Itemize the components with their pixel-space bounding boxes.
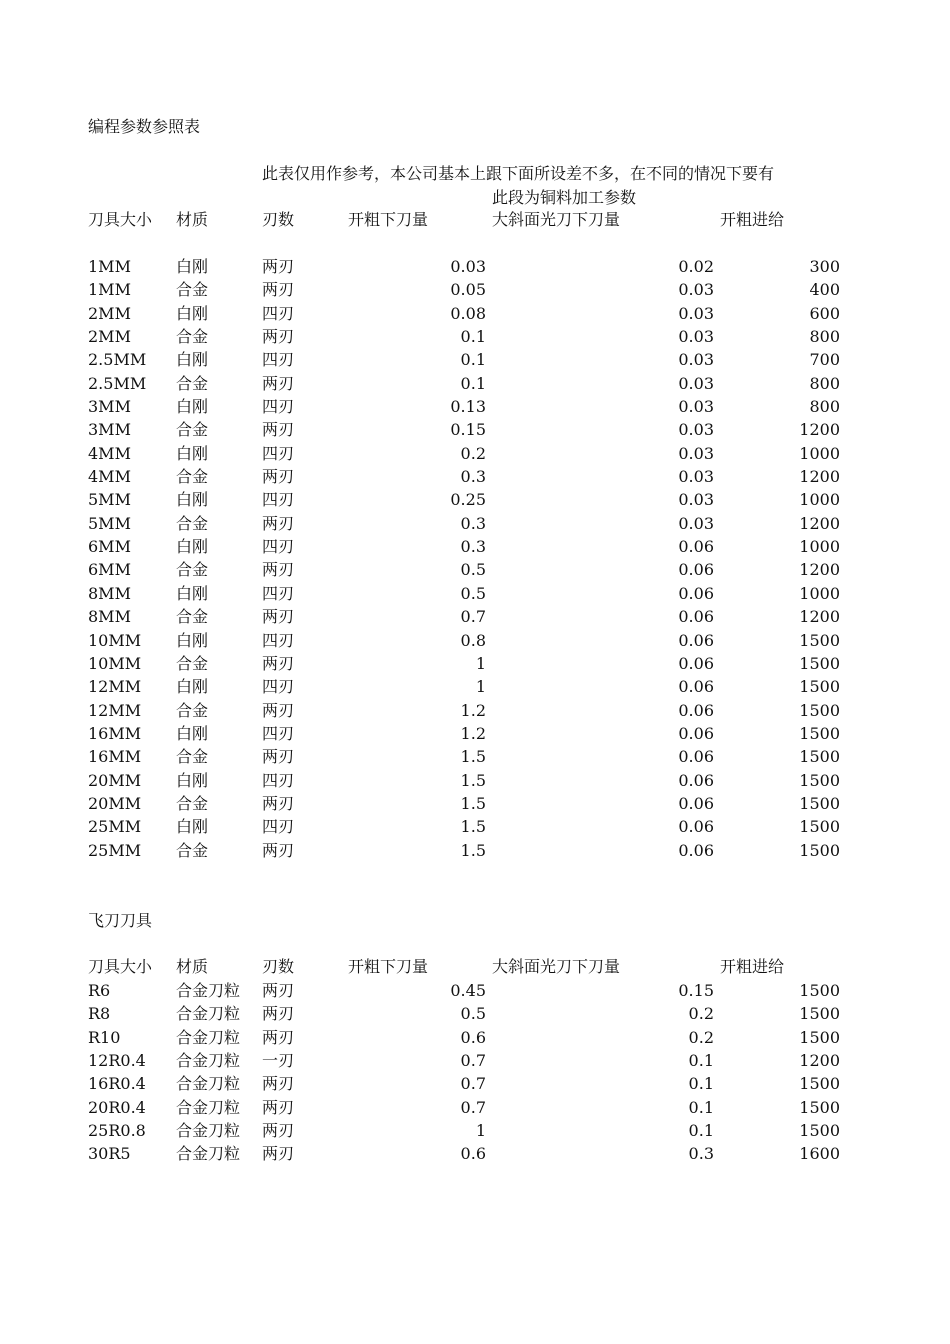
cell-edges: 一刃 xyxy=(262,1051,295,1071)
cell-finish-depth: 0.1 xyxy=(688,1097,714,1117)
table-row xyxy=(0,676,950,699)
cell-material: 白刚 xyxy=(176,350,209,370)
table2-body xyxy=(0,980,950,1167)
cell-tool-size: 10MM xyxy=(88,630,142,650)
cell-finish-depth: 0.03 xyxy=(678,373,714,393)
cell-rough-depth: 0.7 xyxy=(460,1074,486,1094)
cell-material: 白刚 xyxy=(176,443,209,463)
header-material: 材质 xyxy=(176,210,209,229)
cell-tool-size: 8MM xyxy=(88,607,131,627)
cell-edges: 四刃 xyxy=(262,583,295,603)
table-row xyxy=(0,513,950,536)
cell-rough-depth: 0.7 xyxy=(460,1051,486,1071)
cell-rough-depth: 0.03 xyxy=(450,257,486,276)
table-row xyxy=(0,770,950,793)
table-row xyxy=(0,1120,950,1143)
cell-rough-depth: 0.5 xyxy=(460,1004,486,1024)
header-material: 材质 xyxy=(176,957,209,976)
cell-edges: 两刃 xyxy=(262,1097,295,1117)
cell-edges: 两刃 xyxy=(262,560,295,580)
cell-tool-size: R10 xyxy=(88,1027,121,1047)
cell-finish-depth: 0.3 xyxy=(688,1144,714,1164)
table-row xyxy=(0,746,950,769)
cell-tool-size: 12R0.4 xyxy=(88,1051,146,1071)
cell-edges: 两刃 xyxy=(262,1121,295,1141)
cell-tool-size: 8MM xyxy=(88,583,131,603)
cell-finish-depth: 0.03 xyxy=(678,467,714,487)
cell-tool-size: 3MM xyxy=(88,397,131,417)
cell-material: 合金刀粒 xyxy=(176,1004,241,1024)
cell-material: 合金刀粒 xyxy=(176,1051,241,1071)
cell-finish-depth: 0.06 xyxy=(678,537,714,557)
cell-rough-depth: 1.5 xyxy=(460,747,486,767)
cell-tool-size: 1MM xyxy=(88,280,131,300)
header-finish-depth: 大斜面光刀下刀量 xyxy=(492,210,621,229)
cell-finish-depth: 0.1 xyxy=(688,1074,714,1094)
cell-tool-size: 30R5 xyxy=(88,1144,131,1164)
table2-header-row xyxy=(0,957,950,977)
table-row xyxy=(0,443,950,466)
cell-finish-depth: 0.1 xyxy=(688,1121,714,1141)
cell-material: 合金 xyxy=(176,840,209,860)
cell-rough-feed: 800 xyxy=(809,327,840,347)
cell-rough-depth: 0.5 xyxy=(460,560,486,580)
cell-rough-depth: 0.25 xyxy=(450,490,486,510)
table-row xyxy=(0,606,950,629)
cell-material: 合金 xyxy=(176,793,209,813)
cell-material: 白刚 xyxy=(176,537,209,557)
cell-rough-depth: 0.1 xyxy=(460,350,486,370)
cell-rough-feed: 1500 xyxy=(799,981,840,1000)
table-row xyxy=(0,630,950,653)
cell-rough-depth: 0.3 xyxy=(460,513,486,533)
cell-finish-depth: 0.03 xyxy=(678,420,714,440)
header-edges: 刃数 xyxy=(262,957,295,976)
table-row xyxy=(0,373,950,396)
table-row xyxy=(0,793,950,816)
cell-tool-size: 12MM xyxy=(88,700,142,720)
cell-tool-size: 5MM xyxy=(88,513,131,533)
cell-material: 合金刀粒 xyxy=(176,981,241,1000)
table-row xyxy=(0,466,950,489)
cell-finish-depth: 0.06 xyxy=(678,607,714,627)
cell-rough-feed: 1500 xyxy=(799,1121,840,1141)
cell-finish-depth: 0.06 xyxy=(678,793,714,813)
header-edges: 刃数 xyxy=(262,210,295,229)
cell-finish-depth: 0.06 xyxy=(678,630,714,650)
cell-material: 合金刀粒 xyxy=(176,1097,241,1117)
cell-finish-depth: 0.03 xyxy=(678,490,714,510)
table-row xyxy=(0,1050,950,1073)
cell-material: 合金 xyxy=(176,327,209,347)
cell-rough-feed: 1000 xyxy=(799,490,840,510)
cell-finish-depth: 0.06 xyxy=(678,817,714,837)
cell-material: 白刚 xyxy=(176,770,209,790)
table-row xyxy=(0,326,950,349)
cell-edges: 两刃 xyxy=(262,700,295,720)
cell-edges: 两刃 xyxy=(262,747,295,767)
cell-tool-size: 2.5MM xyxy=(88,350,147,370)
cell-rough-depth: 0.13 xyxy=(450,397,486,417)
cell-rough-feed: 1500 xyxy=(799,747,840,767)
cell-material: 白刚 xyxy=(176,490,209,510)
cell-rough-feed: 1500 xyxy=(799,677,840,697)
cell-rough-feed: 1500 xyxy=(799,770,840,790)
cell-edges: 四刃 xyxy=(262,770,295,790)
table-row xyxy=(0,1027,950,1050)
cell-edges: 两刃 xyxy=(262,1004,295,1024)
cell-rough-feed: 1200 xyxy=(799,513,840,533)
cell-finish-depth: 0.03 xyxy=(678,350,714,370)
cell-rough-feed: 1500 xyxy=(799,723,840,743)
cell-rough-feed: 1200 xyxy=(799,1051,840,1071)
cell-finish-depth: 0.03 xyxy=(678,513,714,533)
cell-edges: 两刃 xyxy=(262,1144,295,1164)
table-row xyxy=(0,700,950,723)
cell-rough-depth: 0.15 xyxy=(450,420,486,440)
cell-edges: 四刃 xyxy=(262,303,295,323)
cell-material: 合金 xyxy=(176,653,209,673)
cell-rough-feed: 1200 xyxy=(799,467,840,487)
cell-material: 合金刀粒 xyxy=(176,1144,241,1164)
cell-finish-depth: 0.03 xyxy=(678,327,714,347)
cell-finish-depth: 0.15 xyxy=(678,981,714,1000)
table-row xyxy=(0,653,950,676)
cell-material: 白刚 xyxy=(176,257,209,276)
cell-material: 合金 xyxy=(176,513,209,533)
cell-finish-depth: 0.03 xyxy=(678,303,714,323)
cell-rough-depth: 0.2 xyxy=(460,443,486,463)
cell-edges: 两刃 xyxy=(262,327,295,347)
cell-tool-size: 10MM xyxy=(88,653,142,673)
cell-material: 白刚 xyxy=(176,817,209,837)
cell-edges: 两刃 xyxy=(262,793,295,813)
cell-material: 合金 xyxy=(176,280,209,300)
cell-rough-depth: 0.3 xyxy=(460,537,486,557)
cell-edges: 四刃 xyxy=(262,537,295,557)
cell-material: 合金 xyxy=(176,373,209,393)
cell-rough-depth: 0.8 xyxy=(460,630,486,650)
cell-tool-size: 1MM xyxy=(88,257,131,276)
table-row xyxy=(0,489,950,512)
cell-edges: 两刃 xyxy=(262,607,295,627)
table-row xyxy=(0,419,950,442)
cell-edges: 两刃 xyxy=(262,653,295,673)
cell-rough-feed: 1000 xyxy=(799,443,840,463)
cell-rough-feed: 1500 xyxy=(799,653,840,673)
cell-rough-depth: 0.5 xyxy=(460,583,486,603)
reference-note: 此表仅用作参考，本公司基本上跟下面所设差不多，在不同的情况下要有 xyxy=(262,164,775,183)
cell-finish-depth: 0.1 xyxy=(688,1051,714,1071)
cell-edges: 两刃 xyxy=(262,1027,295,1047)
cell-rough-feed: 1000 xyxy=(799,583,840,603)
cell-finish-depth: 0.06 xyxy=(678,747,714,767)
cell-tool-size: 20MM xyxy=(88,770,142,790)
header-rough-depth: 开粗下刀量 xyxy=(348,957,429,976)
cell-edges: 四刃 xyxy=(262,817,295,837)
cell-rough-feed: 1500 xyxy=(799,700,840,720)
cell-finish-depth: 0.03 xyxy=(678,280,714,300)
cell-finish-depth: 0.06 xyxy=(678,583,714,603)
table-row xyxy=(0,1143,950,1166)
cell-edges: 两刃 xyxy=(262,467,295,487)
cell-rough-depth: 0.1 xyxy=(460,327,486,347)
cell-edges: 两刃 xyxy=(262,981,295,1000)
cell-tool-size: 3MM xyxy=(88,420,131,440)
cell-material: 白刚 xyxy=(176,303,209,323)
table-row xyxy=(0,723,950,746)
cell-material: 合金 xyxy=(176,700,209,720)
cell-edges: 四刃 xyxy=(262,630,295,650)
cell-rough-feed: 1500 xyxy=(799,1004,840,1024)
document-title: 编程参数参照表 xyxy=(88,117,201,136)
cell-rough-feed: 1500 xyxy=(799,1097,840,1117)
cell-rough-depth: 0.6 xyxy=(460,1027,486,1047)
cell-rough-depth: 1 xyxy=(475,677,486,697)
cell-edges: 两刃 xyxy=(262,1074,295,1094)
cell-rough-depth: 1.5 xyxy=(460,793,486,813)
cell-tool-size: R6 xyxy=(88,981,111,1000)
copper-machining-note: 此段为铜料加工参数 xyxy=(492,188,637,207)
cell-rough-depth: 1.5 xyxy=(460,770,486,790)
cell-material: 合金 xyxy=(176,420,209,440)
cell-rough-depth: 0.08 xyxy=(450,303,486,323)
cell-rough-feed: 1500 xyxy=(799,1074,840,1094)
cell-tool-size: 25R0.8 xyxy=(88,1121,146,1141)
cell-finish-depth: 0.06 xyxy=(678,677,714,697)
cell-edges: 两刃 xyxy=(262,420,295,440)
cell-edges: 四刃 xyxy=(262,350,295,370)
cell-material: 白刚 xyxy=(176,723,209,743)
cell-rough-depth: 0.1 xyxy=(460,373,486,393)
cell-tool-size: 4MM xyxy=(88,467,131,487)
table-row xyxy=(0,536,950,559)
cell-rough-feed: 300 xyxy=(809,257,840,276)
cell-tool-size: 16R0.4 xyxy=(88,1074,146,1094)
table-row xyxy=(0,816,950,839)
table1-body xyxy=(0,256,950,863)
cell-rough-depth: 0.7 xyxy=(460,1097,486,1117)
cell-rough-feed: 1500 xyxy=(799,793,840,813)
cell-rough-depth: 1.5 xyxy=(460,817,486,837)
cell-material: 白刚 xyxy=(176,677,209,697)
cell-rough-feed: 1200 xyxy=(799,420,840,440)
cell-finish-depth: 0.03 xyxy=(678,443,714,463)
table-row xyxy=(0,980,950,1003)
cell-edges: 四刃 xyxy=(262,443,295,463)
cell-edges: 两刃 xyxy=(262,513,295,533)
cell-tool-size: 16MM xyxy=(88,723,142,743)
cell-finish-depth: 0.06 xyxy=(678,770,714,790)
cell-tool-size: 20MM xyxy=(88,793,142,813)
cell-edges: 两刃 xyxy=(262,257,295,276)
cell-tool-size: R8 xyxy=(88,1004,111,1024)
cell-finish-depth: 0.2 xyxy=(688,1004,714,1024)
table1-header-row xyxy=(0,210,950,230)
cell-finish-depth: 0.06 xyxy=(678,700,714,720)
cell-finish-depth: 0.03 xyxy=(678,397,714,417)
table-row xyxy=(0,840,950,863)
cell-tool-size: 25MM xyxy=(88,840,142,860)
cell-material: 白刚 xyxy=(176,630,209,650)
header-rough-feed: 开粗进给 xyxy=(720,957,785,976)
cell-edges: 四刃 xyxy=(262,397,295,417)
cell-finish-depth: 0.06 xyxy=(678,653,714,673)
table-row xyxy=(0,303,950,326)
cell-finish-depth: 0.06 xyxy=(678,560,714,580)
cell-rough-feed: 700 xyxy=(809,350,840,370)
header-tool-size: 刀具大小 xyxy=(88,210,153,229)
table-row xyxy=(0,396,950,419)
cell-rough-feed: 1500 xyxy=(799,817,840,837)
cell-material: 合金 xyxy=(176,747,209,767)
cell-rough-feed: 400 xyxy=(809,280,840,300)
cell-tool-size: 2MM xyxy=(88,327,131,347)
cell-rough-depth: 1 xyxy=(475,1121,486,1141)
cell-rough-feed: 1200 xyxy=(799,560,840,580)
cell-rough-depth: 0.05 xyxy=(450,280,486,300)
cell-rough-depth: 0.7 xyxy=(460,607,486,627)
table-row xyxy=(0,1003,950,1026)
cell-rough-feed: 1500 xyxy=(799,840,840,860)
cell-rough-feed: 800 xyxy=(809,397,840,417)
cell-rough-depth: 0.3 xyxy=(460,467,486,487)
cell-material: 合金 xyxy=(176,467,209,487)
cell-rough-depth: 1.5 xyxy=(460,840,486,860)
cell-material: 合金 xyxy=(176,607,209,627)
cell-rough-depth: 1 xyxy=(475,653,486,673)
cell-rough-feed: 800 xyxy=(809,373,840,393)
cell-rough-depth: 0.45 xyxy=(450,981,486,1000)
cell-tool-size: 25MM xyxy=(88,817,142,837)
table-row xyxy=(0,279,950,302)
cell-tool-size: 6MM xyxy=(88,560,131,580)
table-row xyxy=(0,559,950,582)
table-row xyxy=(0,583,950,606)
table-row xyxy=(0,349,950,372)
cell-rough-feed: 1000 xyxy=(799,537,840,557)
cell-material: 合金刀粒 xyxy=(176,1121,241,1141)
cell-finish-depth: 0.06 xyxy=(678,840,714,860)
cell-tool-size: 16MM xyxy=(88,747,142,767)
cell-rough-depth: 0.6 xyxy=(460,1144,486,1164)
cell-rough-feed: 1500 xyxy=(799,630,840,650)
cell-material: 白刚 xyxy=(176,583,209,603)
cell-tool-size: 4MM xyxy=(88,443,131,463)
header-rough-depth: 开粗下刀量 xyxy=(348,210,429,229)
header-rough-feed: 开粗进给 xyxy=(720,210,785,229)
cell-edges: 四刃 xyxy=(262,723,295,743)
cell-tool-size: 5MM xyxy=(88,490,131,510)
table-row xyxy=(0,1073,950,1096)
cell-finish-depth: 0.06 xyxy=(678,723,714,743)
table-row xyxy=(0,1097,950,1120)
cell-finish-depth: 0.2 xyxy=(688,1027,714,1047)
cell-tool-size: 2.5MM xyxy=(88,373,147,393)
cell-rough-depth: 1.2 xyxy=(460,700,486,720)
cell-rough-depth: 1.2 xyxy=(460,723,486,743)
cell-rough-feed: 1200 xyxy=(799,607,840,627)
cell-tool-size: 20R0.4 xyxy=(88,1097,146,1117)
cell-edges: 四刃 xyxy=(262,677,295,697)
cell-rough-feed: 1600 xyxy=(799,1144,840,1164)
section-title-fly-cutter: 飞刀刀具 xyxy=(88,911,153,930)
cell-finish-depth: 0.02 xyxy=(678,257,714,276)
cell-edges: 两刃 xyxy=(262,840,295,860)
cell-material: 白刚 xyxy=(176,397,209,417)
cell-edges: 两刃 xyxy=(262,373,295,393)
cell-tool-size: 12MM xyxy=(88,677,142,697)
cell-material: 合金刀粒 xyxy=(176,1027,241,1047)
cell-material: 合金刀粒 xyxy=(176,1074,241,1094)
cell-rough-feed: 1500 xyxy=(799,1027,840,1047)
table-row xyxy=(0,256,950,279)
header-tool-size: 刀具大小 xyxy=(88,957,153,976)
cell-material: 合金 xyxy=(176,560,209,580)
cell-rough-feed: 600 xyxy=(809,303,840,323)
cell-tool-size: 6MM xyxy=(88,537,131,557)
cell-edges: 两刃 xyxy=(262,280,295,300)
cell-edges: 四刃 xyxy=(262,490,295,510)
cell-tool-size: 2MM xyxy=(88,303,131,323)
header-finish-depth: 大斜面光刀下刀量 xyxy=(492,957,621,976)
